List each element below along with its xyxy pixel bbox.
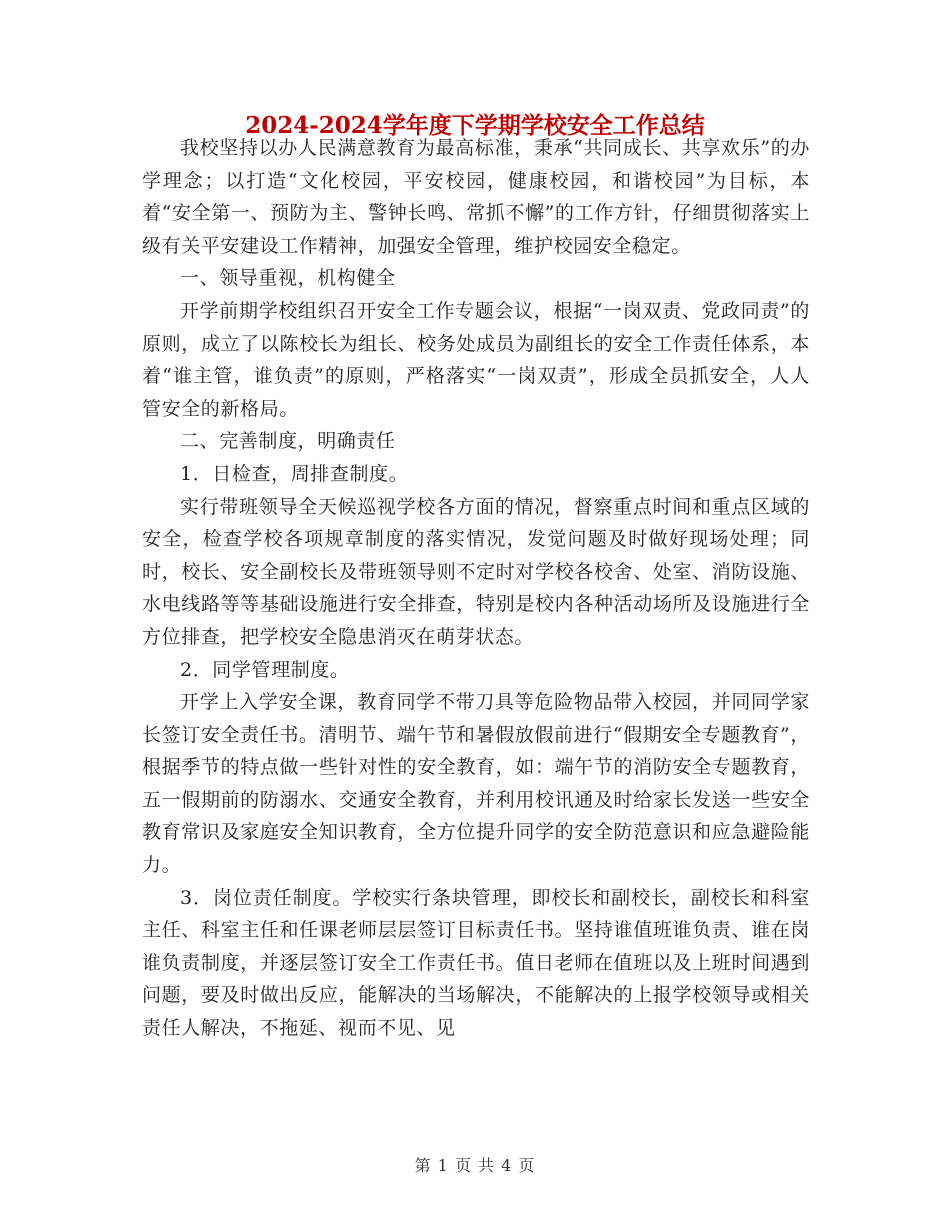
document-body [142,132,810,1045]
paragraph-section-1: 开学前期学校组织召开安全工作专题会议，根据“一岗双责、党政同责”的原则，成立了以陈校长为组长、校务处成员为副组长的安全工作责任体系，本着“谁主管，谁负责”的原则，严格落实“一岗双责”，形成全员抓安全，人人管安全的新格局。 [142,299,810,420]
paragraph-2-3: 3．岗位责任制度。学校实行条块管理，即校长和副校长，副校长和科室主任、科室主任和任课老师层层签订目标责任书。坚持谁值班谁负责、谁在岗谁负责制度，并逐层签订安全工作责任书。值日老师在值班以及上班时间遇到问题，要及时做出反应，能解决的当场解决，不能解决的上报学校领导或相关责任人解决，不拖延、视而不见、见 [142,886,810,1040]
section-heading-2: 二、完善制度，明确责任 [180,430,396,453]
document-title: 2024-2024学年度下学期学校安全工作总结 [245,112,705,139]
subheading-2-2: 2．同学管理制度。 [180,658,350,681]
paragraph-2-1: 实行带班领导全天候巡视学校各方面的情况，督察重点时间和重点区域的安全，检查学校各项规章制度的落实情况，发觉问题及时做好现场处理；同时，校长、安全副校长及带班领导则不定时对学校各校舍、处室、消防设施、水电线路等等基础设施进行安全排查，特别是校内各种活动场所及设施进行全方位排查，把学校安全隐患消灭在萌芽状态。 [142,495,810,648]
paragraph-intro: 我校坚持以办人民满意教育为最高标准，秉承“共同成长、共享欢乐”的办学理念；以打造“文化校园，平安校园，健康校园，和谐校园”为目标，本着“安全第一、预防为主、警钟长鸣、常抓不懈”的工作方针，仔细贯彻落实上级有关平安建设工作精神，加强安全管理，维护校园安全稳定。 [142,137,810,257]
section-heading-1: 一、领导重视，机构健全 [180,267,396,290]
page-footer: 第 1 页 共 4 页 [414,1156,536,1175]
paragraph-2-2: 开学上入学安全课，教育同学不带刀具等危险物品带入校园，并同同学家长签订安全责任书。清明节、端午节和暑假放假前进行“假期安全专题教育”，根据季节的特点做一些针对性的安全教育，如：端午节的消防安全专题教育，五一假期前的防溺水、交通安全教育，并利用校讯通及时给家长发送一些安全教育常识及家庭安全知识教育，全方位提升同学的安全防范意识和应急避险能力。 [142,691,810,877]
subheading-2-1: 1．日检查，周排查制度。 [180,462,409,485]
